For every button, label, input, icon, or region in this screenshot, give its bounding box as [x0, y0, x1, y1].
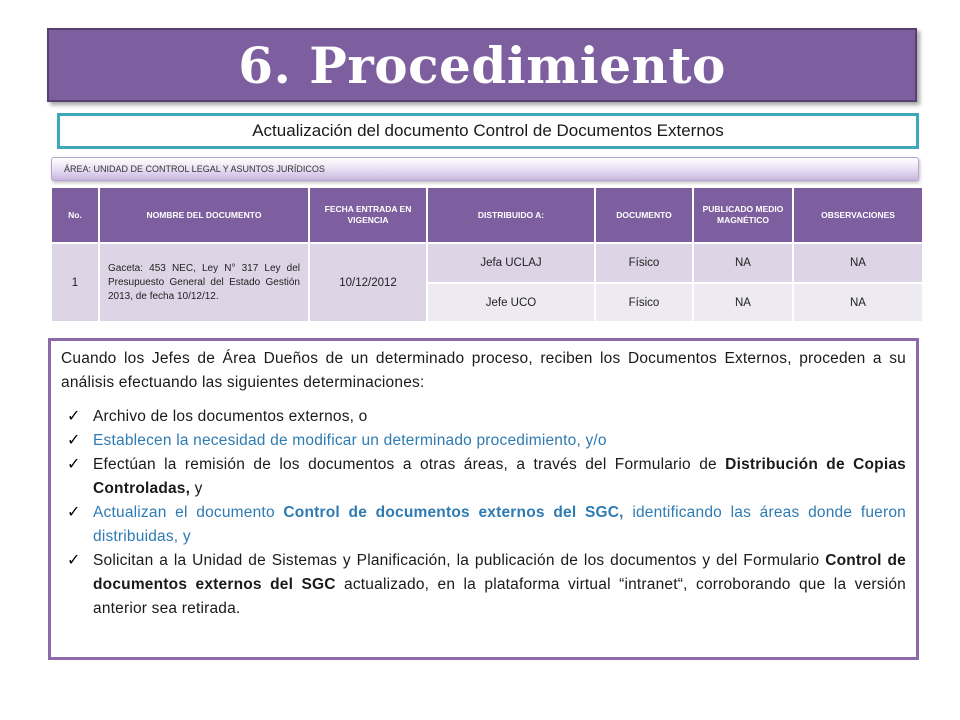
list-item: [61, 453, 906, 501]
item-text: Establecen la necesidad de modificar un determinado procedimiento, y/o: [93, 432, 607, 449]
item-bold-text: Distribución de Copias Controladas,: [93, 456, 906, 497]
item-text: Actualizan el documento: [93, 504, 284, 521]
area-label: ÁREA: UNIDAD DE CONTROL LEGAL Y ASUNTOS JURÍDICOS: [64, 164, 325, 174]
title-banner: [47, 28, 917, 102]
documents-table: [50, 186, 924, 323]
area-bar: [51, 157, 919, 181]
header-observaciones: OBSERVACIONES: [793, 187, 923, 243]
check-icon: ✓: [67, 504, 81, 521]
cell-no: 1: [51, 243, 99, 322]
subtitle: Actualización del documento Control de Documentos Externos: [252, 121, 724, 140]
list-item: [61, 549, 906, 621]
item-text: Archivo de los documentos externos, o: [93, 408, 368, 425]
item-bold-text: Control de documentos externos del SGC,: [283, 504, 624, 521]
cell-documento: Físico: [595, 243, 693, 283]
cell-observaciones: NA: [793, 283, 923, 322]
header-documento: DOCUMENTO: [595, 187, 693, 243]
procedure-text-box: [48, 338, 919, 660]
table-row: [51, 243, 923, 283]
page-title: 6. Procedimiento: [238, 35, 726, 95]
header-distribuido: DISTRIBUIDO A:: [427, 187, 595, 243]
check-icon: ✓: [67, 456, 81, 473]
cell-documento: Físico: [595, 283, 693, 322]
header-no: No.: [51, 187, 99, 243]
intro-paragraph: Cuando los Jefes de Área Dueños de un determinado proceso, reciben los Documentos Externos, proceden a su análisis efectuando las siguientes determinaciones:: [61, 350, 906, 391]
cell-nombre: Gaceta: 453 NEC, Ley N° 317 Ley del Presupuesto General del Estado Gestión 2013, de fecha 10/12/12.: [99, 243, 309, 322]
cell-publicado: NA: [693, 243, 793, 283]
item-text: Solicitan a la Unidad de Sistemas y Planificación, la publicación de los documentos y del Formulario: [93, 552, 826, 569]
header-fecha: FECHA ENTRADA EN VIGENCIA: [309, 187, 427, 243]
table-header-row: [51, 187, 923, 243]
determinations-list: [61, 405, 906, 621]
list-item: [61, 501, 906, 549]
cell-observaciones: NA: [793, 243, 923, 283]
cell-fecha: 10/12/2012: [309, 243, 427, 322]
cell-distribuido: Jefa UCLAJ: [427, 243, 595, 283]
item-text: y: [190, 480, 203, 497]
cell-distribuido: Jefe UCO: [427, 283, 595, 322]
item-bold-text: Control de documentos externos del SGC: [93, 552, 906, 593]
item-text: identificando las áreas donde fueron distribuidas, y: [93, 504, 906, 545]
item-text: Efectúan la remisión de los documentos a otras áreas, a través del Formulario de: [93, 456, 726, 473]
cell-publicado: NA: [693, 283, 793, 322]
check-icon: ✓: [67, 408, 81, 425]
subtitle-box: [57, 113, 919, 149]
check-icon: ✓: [67, 432, 81, 449]
list-item: [61, 405, 906, 429]
header-publicado: PUBLICADO MEDIO MAGNÉTICO: [693, 187, 793, 243]
list-item: [61, 429, 906, 453]
header-nombre: NOMBRE DEL DOCUMENTO: [99, 187, 309, 243]
check-icon: ✓: [67, 552, 81, 569]
item-text: actualizado, en la plataforma virtual “intranet“, corroborando que la versión anterior sea retirada.: [93, 576, 906, 617]
